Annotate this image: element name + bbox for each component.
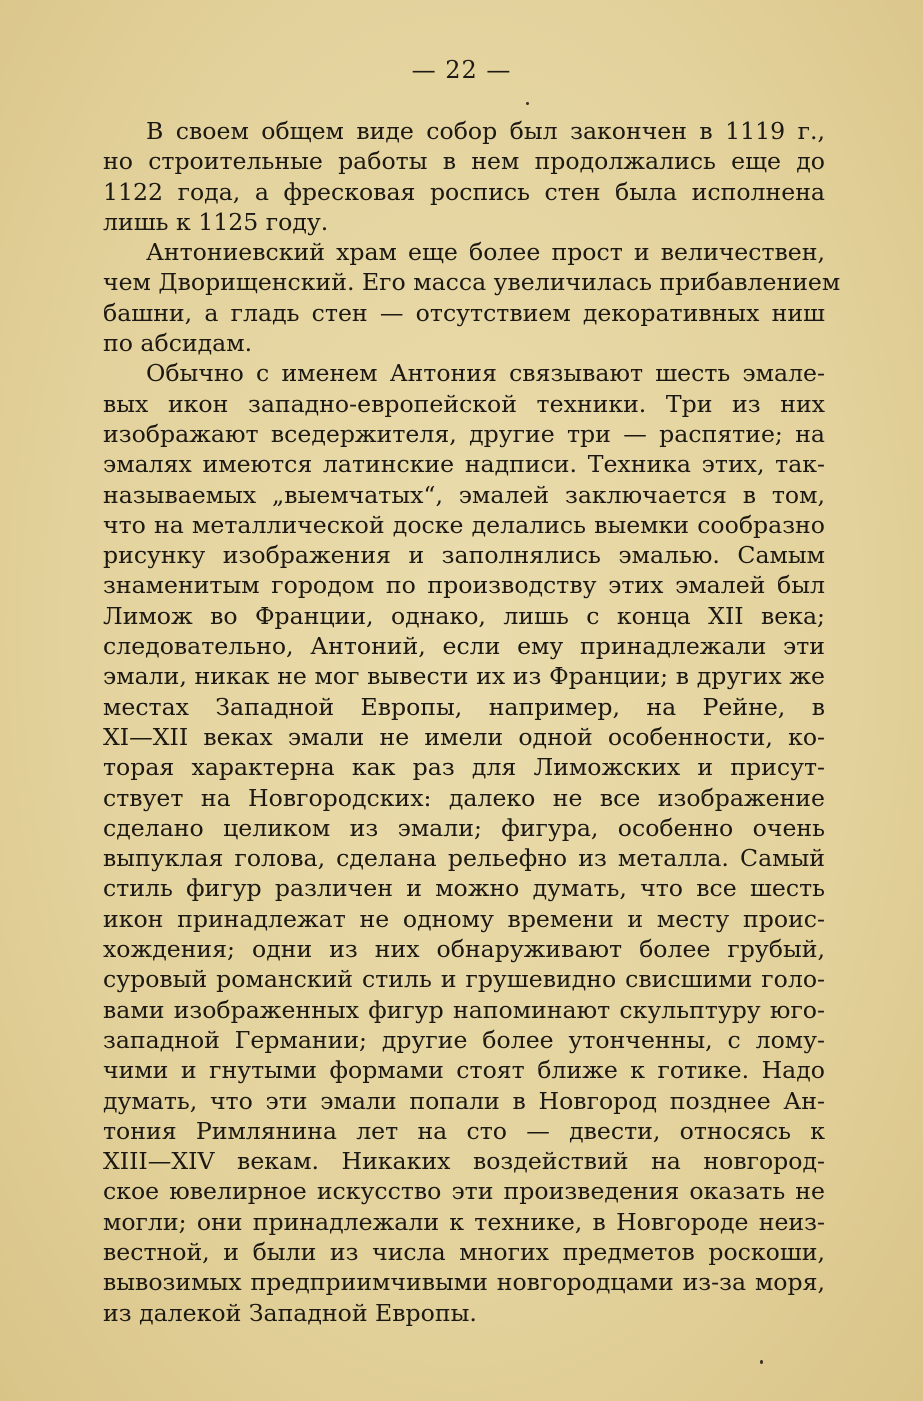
text-line: ское ювелирное искусство эти произведения оказать не	[103, 1177, 825, 1206]
text-line: могли; они принадлежали к технике, в Новгороде неиз-	[103, 1207, 825, 1236]
text-line: сделано целиком из эмали; фигура, особенно очень	[103, 813, 825, 842]
ink-speck	[760, 1360, 763, 1364]
text-line: башни, а гладь стен — отсутствием декоративных ниш	[103, 298, 825, 327]
text-line: Обычно с именем Антония связывают шесть эмале-	[146, 359, 825, 388]
text-line: вых икон западно-европейской техники. Три из них	[103, 389, 825, 418]
text-line: хождения; одни из них обнаруживают более грубый,	[103, 935, 825, 964]
text-line: суровый романский стиль и грушевидно свисшими голо-	[103, 965, 825, 994]
text-line: эмали, никак не мог вывести их из Франции; в других же	[103, 662, 825, 691]
text-line: Лимож во Франции, однако, лишь с конца XII века;	[103, 601, 825, 630]
text-line: что на металлической доске делались выемки сообразно	[103, 510, 825, 539]
text-line: Антониевский храм еще более прост и величествен,	[146, 238, 825, 267]
body-text	[103, 116, 841, 1328]
text-line: местах Западной Европы, например, на Рейне, в	[103, 692, 825, 721]
paragraph	[103, 116, 825, 237]
text-line: икон принадлежат не одному времени и месту проис-	[103, 904, 825, 933]
text-line: называемых „выемчатых“, эмалей заключается в том,	[103, 480, 825, 509]
text-line: ствует на Новгородских: далеко не все изображение	[103, 783, 825, 812]
text-line: XI—XII веках эмали не имели одной особенности, ко-	[103, 722, 825, 751]
text-line: В своем общем виде собор был закончен в 1119 г.,	[146, 117, 825, 145]
text-line: из далекой Западной Европы.	[103, 1298, 477, 1327]
text-line: торая характерна как раз для Лиможских и присут-	[103, 753, 825, 782]
text-line: вестной, и были из числа многих предметов роскоши,	[103, 1237, 825, 1266]
text-line: чем Дворищенский. Его масса увеличилась прибавлением	[103, 268, 841, 297]
text-line: знаменитым городом по производству этих эмалей был	[103, 571, 825, 600]
page-number: — 22 —	[411, 56, 512, 84]
text-line: следовательно, Антоний, если ему принадлежали эти	[103, 632, 825, 661]
text-line: XIII—XIV векам. Никаких воздействий на новгород-	[103, 1147, 825, 1176]
text-line: выпуклая голова, сделана рельефно из металла. Самый	[103, 844, 825, 873]
text-line: вывозимых предприимчивыми новгородцами из-за моря,	[103, 1268, 825, 1297]
text-line: западной Германии; другие более утонченны, с лому-	[103, 1025, 825, 1054]
text-line: чими и гнутыми формами стоят ближе к готике. Надо	[103, 1056, 825, 1085]
text-line: эмалях имеются латинские надписи. Техника этих, так-	[103, 450, 825, 479]
text-line: по абсидам.	[103, 329, 253, 358]
text-line: рисунку изображения и заполнялись эмалью. Самым	[103, 541, 825, 570]
text-line: 1122 года, а фресковая роспись стен была исполнена	[103, 177, 825, 206]
text-line: стиль фигур различен и можно думать, что все шесть	[103, 874, 825, 903]
text-line: тония Римлянина лет на сто — двести, относясь к	[103, 1116, 825, 1145]
ink-speck	[526, 102, 529, 105]
paragraph	[103, 237, 841, 358]
text-line: вами изображенных фигур напоминают скульптуру юго-	[103, 995, 825, 1024]
text-line: но строительные работы в нем продолжались еще до	[103, 147, 825, 176]
text-line: изображают вседержителя, другие три — распятие; на	[103, 419, 825, 448]
paragraph	[103, 358, 825, 1328]
text-line: лишь к 1125 году.	[103, 207, 329, 236]
text-line: думать, что эти эмали попали в Новгород позднее Ан-	[103, 1086, 825, 1115]
